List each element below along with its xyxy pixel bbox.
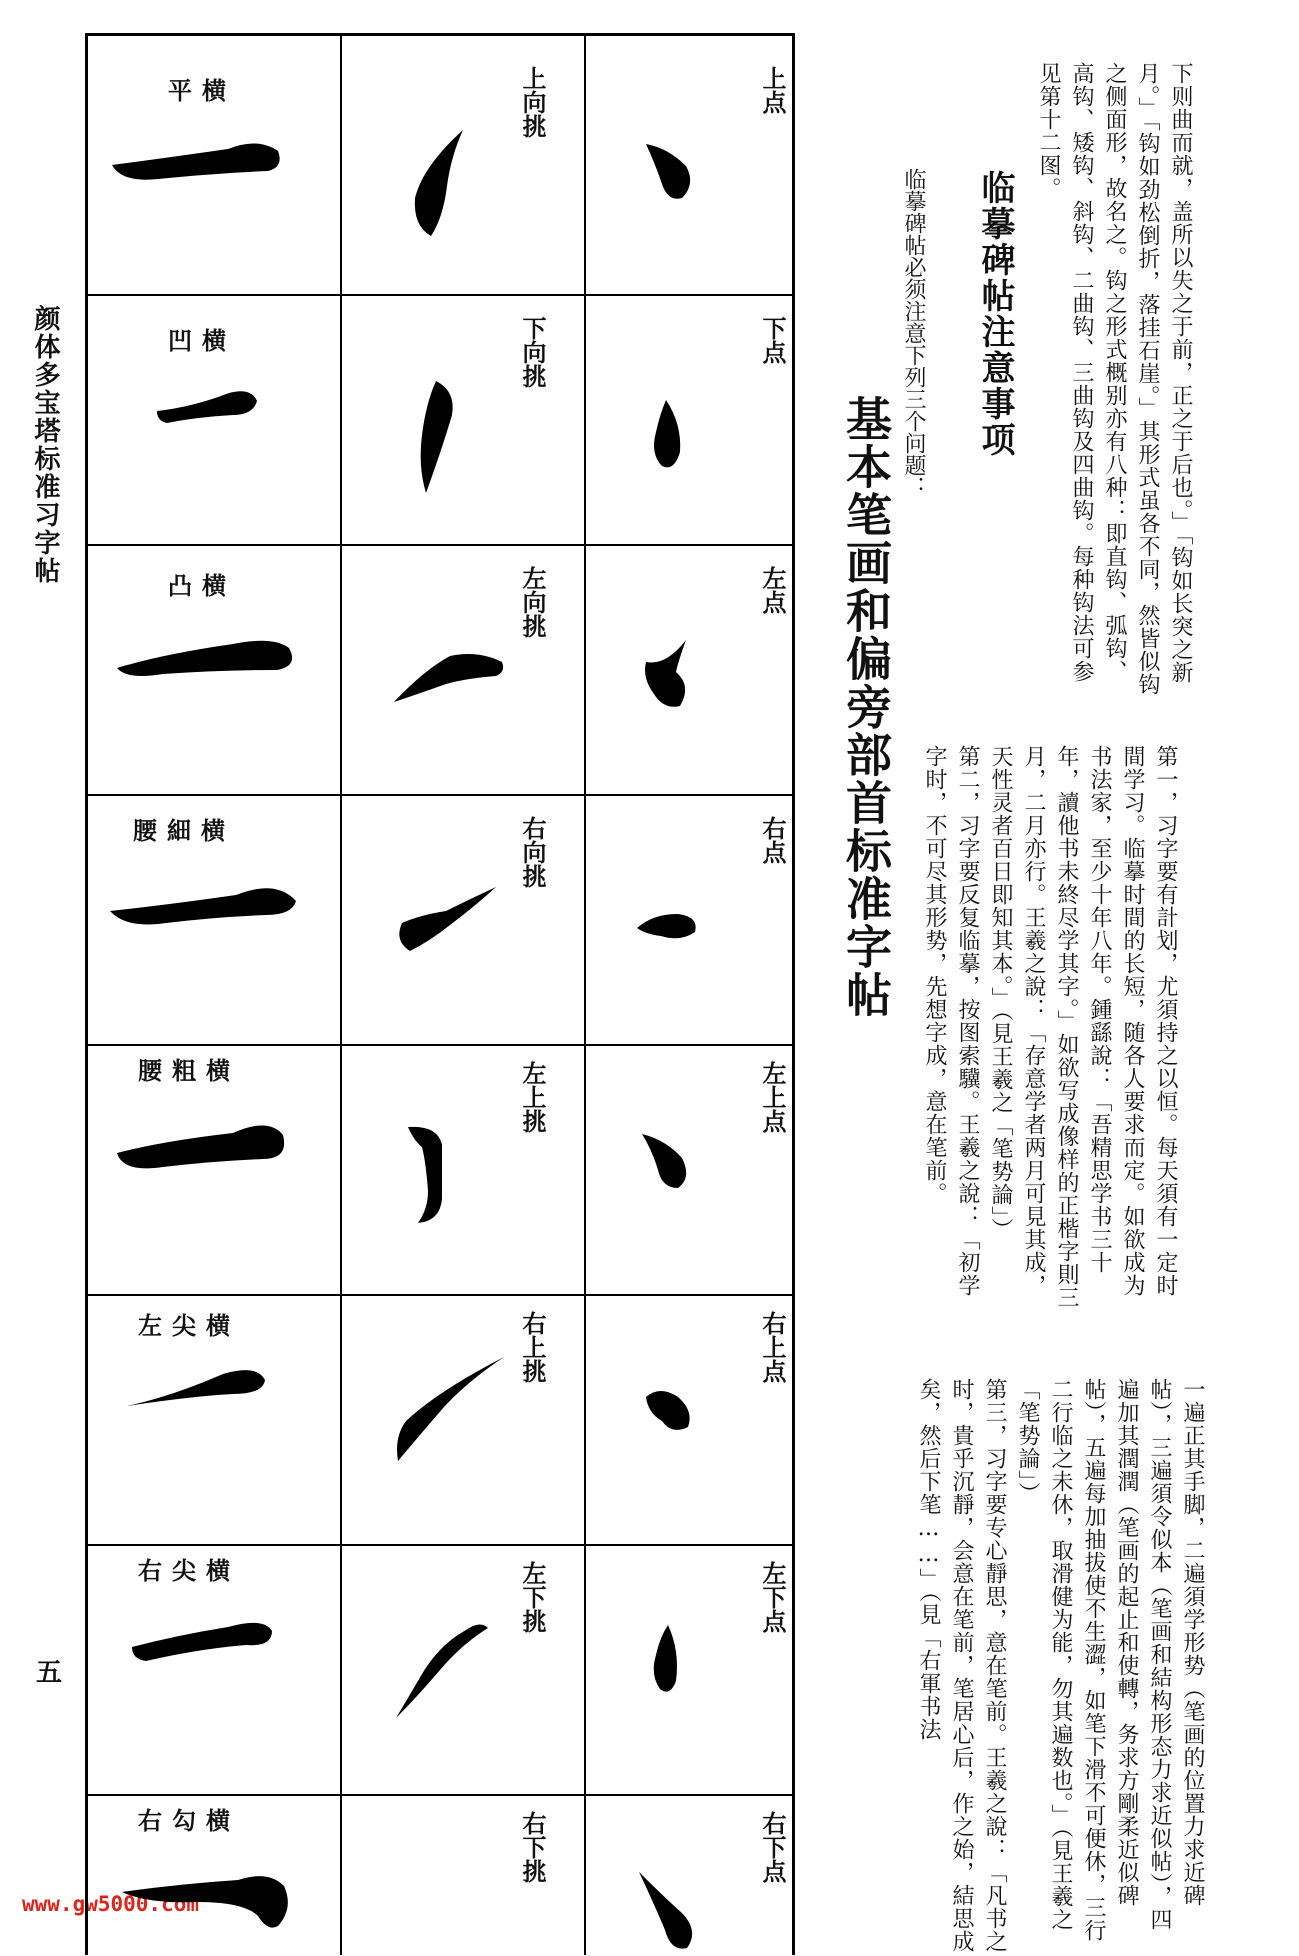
body-text-top (1032, 62, 1197, 702)
paragraph: 第二，习字要反复临摹，按图索驥。王羲之說：「初学字时，不可尽其形势，先想字成，意在笔前。 (922, 745, 980, 1297)
body-text-bottom (912, 1378, 1209, 1953)
grid-divider (88, 1794, 792, 1796)
label-flick-up: 上向挑 (518, 66, 547, 138)
main-title: 基本笔画和偏旁部首标准字帖 (839, 395, 893, 1019)
label-dot-lower-left: 左下点 (758, 1561, 787, 1633)
label-flick-lower-left: 左下挑 (518, 1561, 547, 1633)
label-horizontal-thin-waist: 腰細横 (133, 816, 235, 845)
stroke-chart-grid (85, 33, 795, 1955)
label-horizontal-right-hook: 右勾横 (138, 1806, 240, 1835)
label-horizontal-concave: 凹横 (168, 326, 236, 355)
brush-stroke-horizontal (113, 616, 303, 686)
brush-stroke-dot (638, 1381, 698, 1441)
brush-stroke-dot (633, 906, 703, 946)
label-horizontal-left-pointed: 左尖横 (138, 1311, 240, 1340)
label-flick-upper-left: 左上挑 (518, 1061, 547, 1133)
grid-divider (88, 1294, 792, 1296)
grid-divider (340, 36, 342, 1955)
brush-stroke-dot (644, 396, 694, 476)
intro-line: 临摹碑帖必须注意下列三个问题： (901, 168, 926, 498)
brush-stroke-flick (406, 371, 466, 501)
brush-stroke-flick (388, 1616, 498, 1726)
brush-stroke-dot (636, 636, 696, 716)
body-text-middle (918, 745, 1182, 1310)
grid-divider (88, 1544, 792, 1546)
brush-stroke-horizontal (153, 381, 263, 431)
paragraph: 第三，习字要专心靜思，意在笔前。王羲之說：「凡书之时，貴乎沉靜，会意在笔前，笔居心后，作之始，結思成矣，然后下笔……」（見「右軍书法 (916, 1378, 1007, 1953)
brush-stroke-horizontal (118, 1856, 298, 1936)
brush-stroke-horizontal (108, 131, 288, 191)
label-flick-down: 下向挑 (518, 316, 547, 388)
label-dot-left: 左点 (758, 566, 787, 614)
label-dot-down: 下点 (758, 316, 787, 364)
grid-divider (584, 36, 586, 1955)
label-horizontal-thick-waist: 腰粗横 (138, 1056, 240, 1085)
label-dot-upper-right: 右上点 (758, 1311, 787, 1383)
brush-stroke-dot (636, 1126, 696, 1196)
label-dot-upper-left: 左上点 (758, 1061, 787, 1133)
brush-stroke-dot (633, 1866, 703, 1956)
brush-stroke-horizontal (113, 1111, 293, 1181)
brush-stroke-flick (398, 1121, 458, 1231)
label-dot-right: 右点 (758, 816, 787, 864)
side-book-title: 颜体多宝塔标准习字帖 (30, 305, 60, 585)
label-dot-lower-right: 右下点 (758, 1811, 787, 1883)
label-flick-upper-right: 右上挑 (518, 1311, 547, 1383)
grid-divider (88, 544, 792, 546)
brush-stroke-flick (388, 1351, 508, 1471)
brush-stroke-dot (638, 136, 698, 206)
brush-stroke-flick (403, 126, 473, 246)
brush-stroke-flick (388, 636, 508, 716)
paragraph: 下则曲而就，盖所以失之于前，正之于后也。」「钩如长突之新月。」「钩如劲松倒折，落挂石崖。」其形式虽各不同，然皆似钩之侧面形，故名之。钩之形式概别亦有八种：即直钩、弧钩、高钩、矮钩、斜钩、二曲钩、三曲钩及四曲钩。每种钩法可参见第十二图。 (1036, 62, 1193, 696)
paragraph: 第一，习字要有計划，尤須持之以恒。每天須有一定时間学习。临摹时間的长短，随各人要求而定。如欲成为书法家，至少十年八年。鍾繇說：「吾精思学书三十年，讀他书未終尽学其字。」如欲写成像样的正楷字則三月，二月亦行。王羲之說：「存意学者两月可見其成，天性灵者百日即知其本。」（見王羲之「笔势論」） (988, 745, 1178, 1309)
page-number: 五 (36, 1658, 63, 1688)
label-flick-left: 左向挑 (518, 566, 547, 638)
label-horizontal-flat: 平横 (168, 76, 236, 105)
brush-stroke-flick (390, 881, 500, 961)
label-dot-up: 上点 (758, 66, 787, 114)
grid-divider (88, 794, 792, 796)
grid-divider (88, 294, 792, 296)
section-heading: 临摹碑帖注意事项 (975, 170, 1015, 458)
watermark-url: www.gw5000.com (22, 1892, 200, 1916)
brush-stroke-dot (646, 1621, 686, 1701)
label-horizontal-right-pointed: 右尖横 (138, 1556, 240, 1585)
label-flick-lower-right: 右下挑 (518, 1811, 547, 1883)
paragraph: 一遍正其手脚，二遍須学形势（笔画的位置力求近碑帖），三遍須令似本（笔画和結构形态力求近似帖），四遍加其潤潤（笔画的起止和使轉，务求方剛柔近似碑帖），五遍每加抽拔使不生澀，如笔下滑不可便休，三行二行临之未休，取滑健为能，勿其遍数也。」（見王羲之「笔势論」） (1015, 1378, 1205, 1942)
label-flick-right: 右向挑 (518, 816, 547, 888)
label-horizontal-convex: 凸横 (168, 571, 236, 600)
brush-stroke-horizontal (128, 1611, 278, 1671)
brush-stroke-horizontal (123, 1356, 273, 1416)
grid-divider (88, 1044, 792, 1046)
brush-stroke-horizontal (106, 871, 306, 941)
